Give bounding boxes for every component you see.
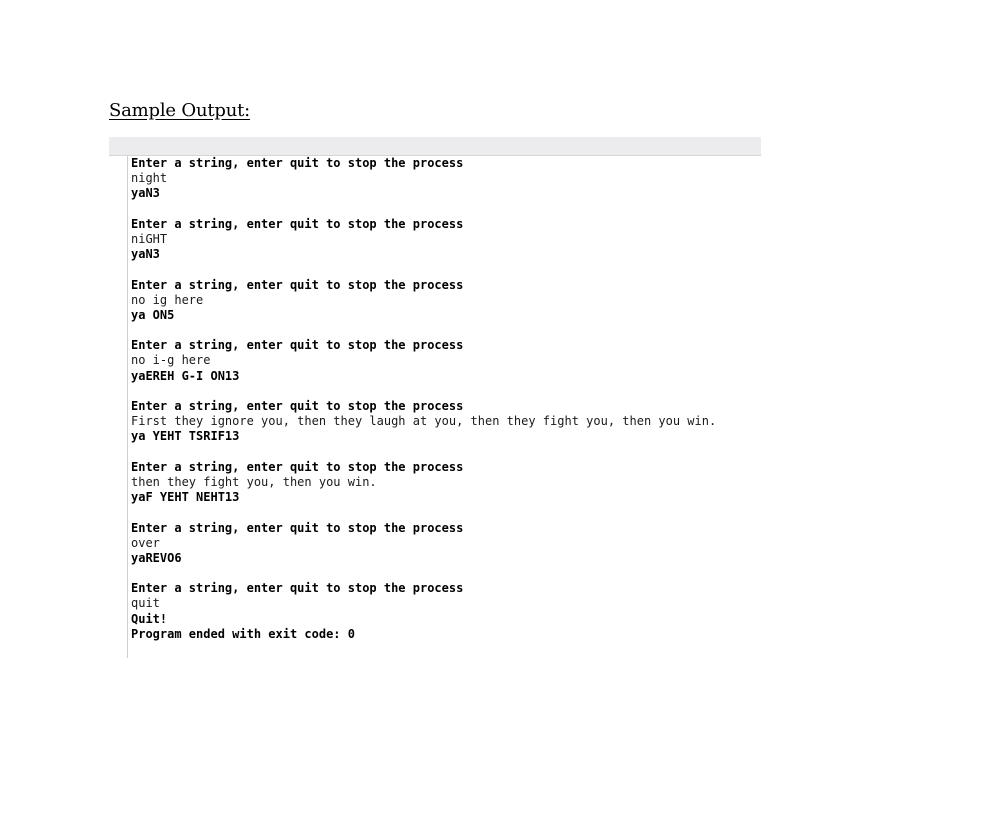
console-toolbar	[109, 137, 761, 156]
console-output-line: yaEREH G-I ON13	[131, 368, 240, 383]
console-blank-line	[131, 262, 716, 277]
console-gutter-divider	[127, 156, 128, 658]
sample-output-heading: Sample Output:	[109, 100, 250, 121]
console-body[interactable]	[109, 156, 761, 658]
console-input-line: niGHT	[131, 231, 168, 246]
console-blank-line	[131, 505, 716, 520]
console-input-line: quit	[131, 596, 160, 611]
console-output	[131, 156, 716, 642]
console-blank-line	[131, 323, 716, 338]
console-input-line: First they ignore you, then they laugh at you, then they fight you, then you win.	[131, 414, 717, 429]
console-input-line: then they fight you, then you win.	[131, 474, 377, 489]
console-blank-line	[131, 445, 716, 460]
console-output-line: Enter a string, enter quit to stop the process	[131, 156, 464, 170]
console-output-line: Enter a string, enter quit to stop the process	[131, 399, 464, 413]
console-input-line: over	[131, 535, 160, 550]
console-output-line: Enter a string, enter quit to stop the process	[131, 338, 464, 353]
console-blank-line	[131, 566, 716, 581]
console-output-line: ya ON5	[131, 307, 175, 322]
console-output-line: Enter a string, enter quit to stop the process	[131, 459, 464, 474]
console-input-line: night	[131, 171, 168, 186]
console-panel	[109, 137, 761, 658]
console-output-line: yaREVO6	[131, 550, 182, 565]
console-output-line: ya YEHT TSRIF13	[131, 429, 240, 444]
console-output-line: yaN3	[131, 247, 160, 262]
console-output-line: Quit!	[131, 611, 168, 626]
console-input-line: no i-g here	[131, 353, 211, 368]
console-output-line: yaF YEHT NEHT13	[131, 490, 240, 505]
console-blank-line	[131, 384, 716, 399]
console-output-line: yaN3	[131, 186, 160, 201]
console-output-line: Enter a string, enter quit to stop the process	[131, 520, 464, 535]
console-output-line: Enter a string, enter quit to stop the process	[131, 581, 464, 596]
console-output-line: Enter a string, enter quit to stop the process	[131, 277, 464, 292]
console-output-line: Program ended with exit code: 0	[131, 626, 355, 641]
console-output-line: Enter a string, enter quit to stop the process	[131, 216, 464, 231]
console-blank-line	[131, 202, 716, 217]
console-input-line: no ig here	[131, 292, 204, 307]
